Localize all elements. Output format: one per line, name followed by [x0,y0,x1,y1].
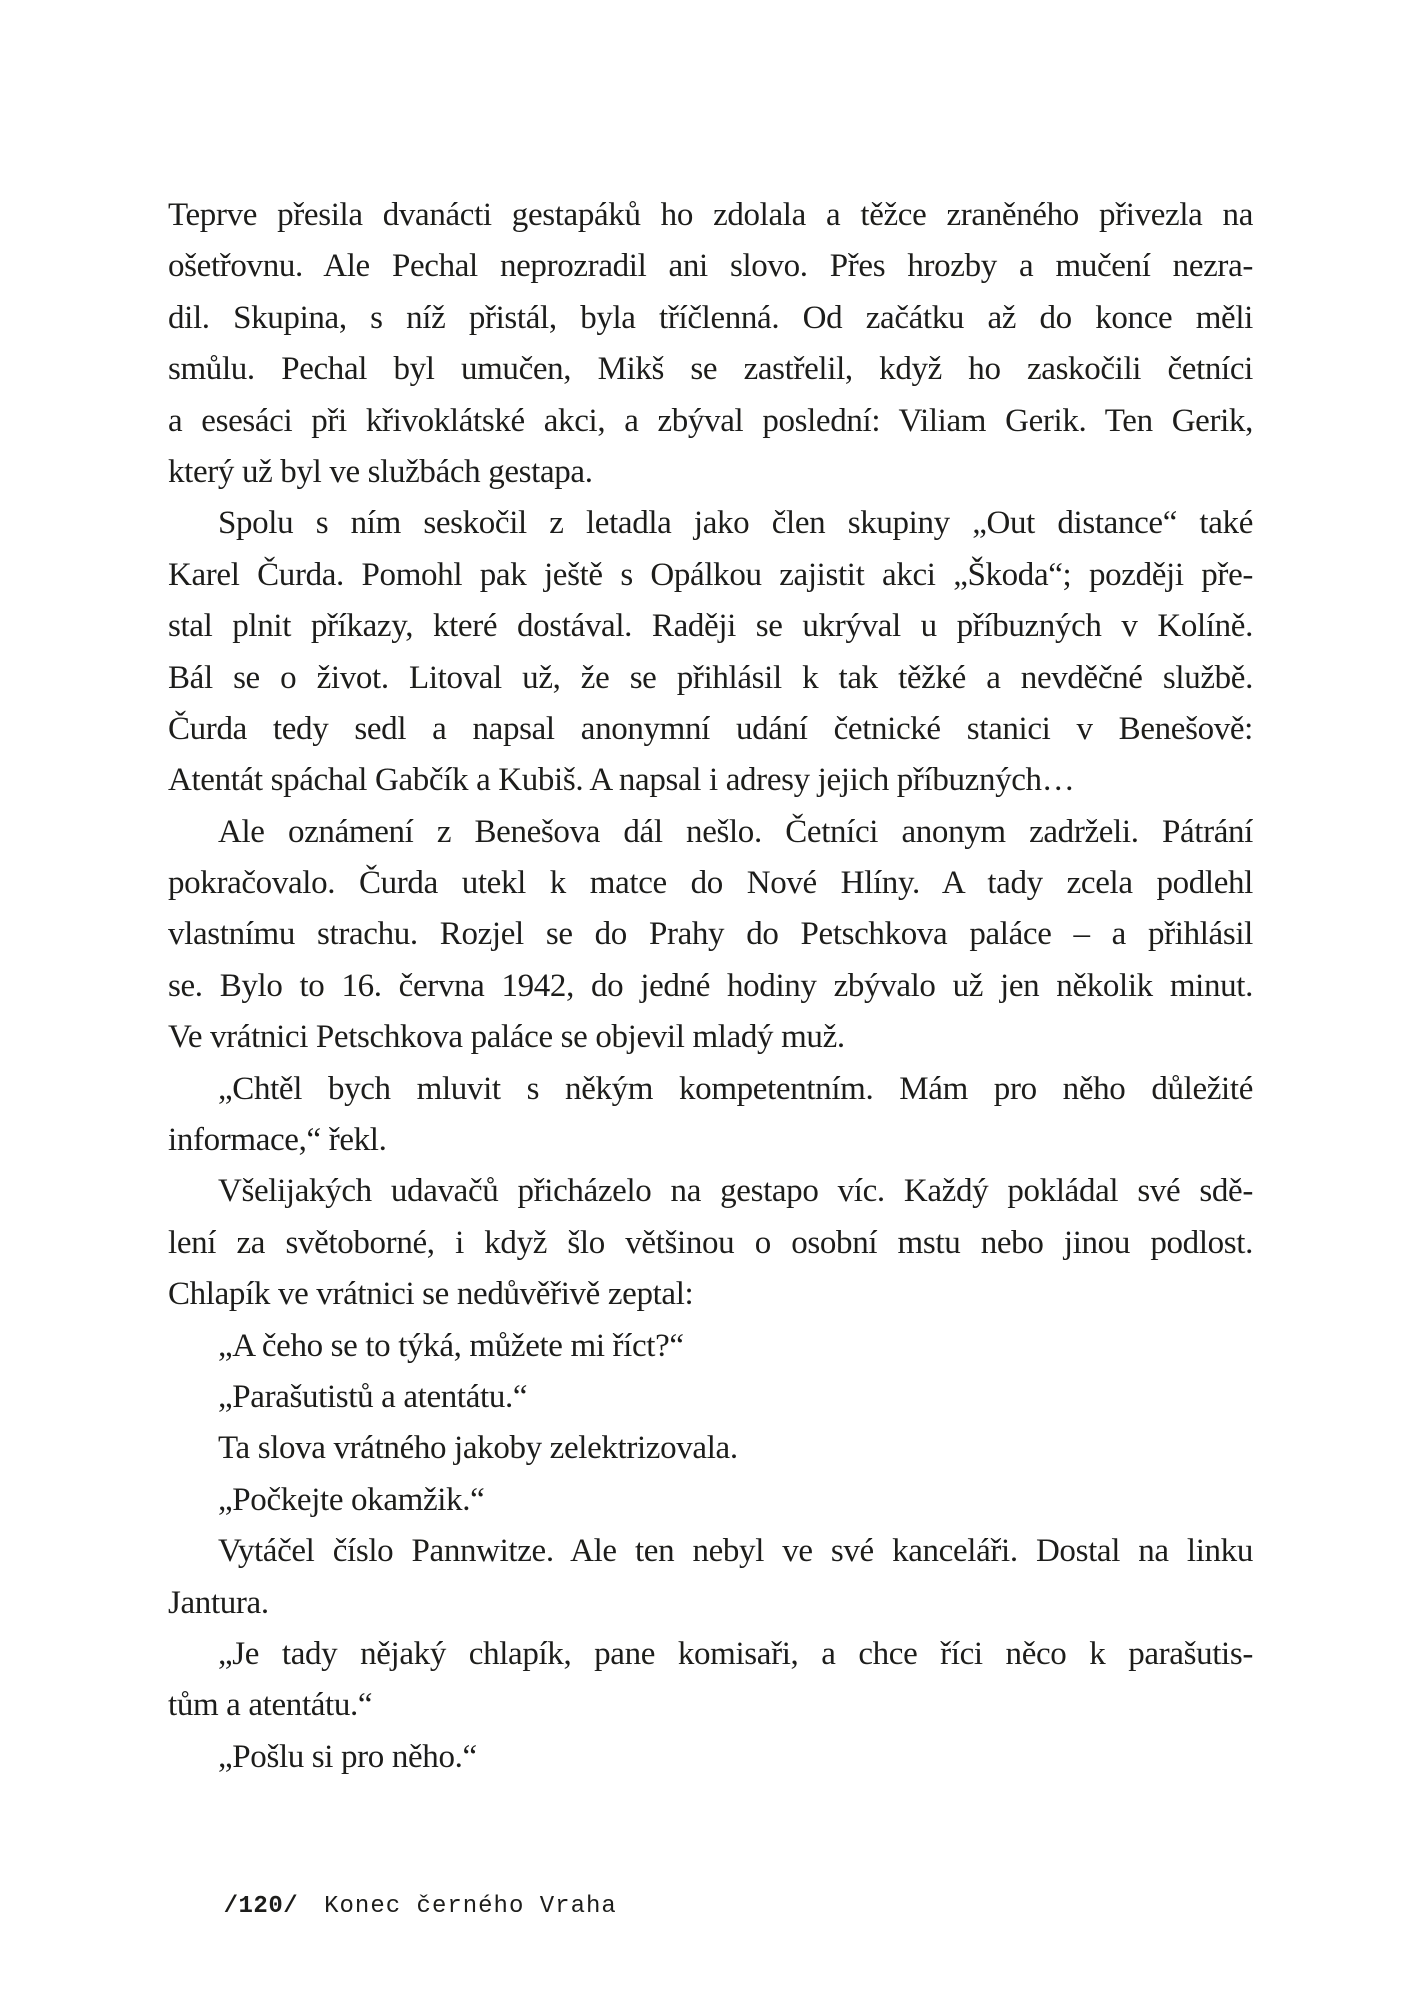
text-line: „Pošlu si pro něho.“ [218,1738,477,1775]
text-line: se. Bylo to 16. června 1942, do jedné hodiny zbývalo už jen několik minut. [168,967,1253,1004]
text-line: Teprve přesila dvanácti gestapáků ho zdolala a těžce zraněného přivezla na [168,197,1253,233]
page-number: /120/ [223,1893,299,1920]
text-line: „Parašutistů a atentátu.“ [218,1378,528,1415]
text-line: Jantura. [168,1584,269,1621]
text-line: „Chtěl bych mluvit s někým kompetentním. Mám pro něho důležité [218,1070,1253,1107]
text-line: Všelijakých udavačů přicházelo na gestapo víc. Každý pokládal své sdě- [218,1173,1253,1210]
text-line: stal plnit příkazy, které dostával. Raději se ukrýval u příbuzných v Kolíně. [168,608,1253,645]
page-footer [166,1866,617,1947]
text-line: smůlu. Pechal byl umučen, Mikš se zastřelil, když ho zaskočili četníci [168,351,1253,388]
text-line: Atentát spáchal Gabčík a Kubiš. A napsal i adresy jejich příbuzných… [168,762,1075,799]
body-text [168,190,1253,1783]
text-line: informace,“ řekl. [168,1122,387,1159]
text-line: Spolu s ním seskočil z letadla jako člen skupiny „Out distance“ také [218,505,1253,542]
text-line: Čurda tedy sedl a napsal anonymní udání četnické stanici v Benešově: [168,710,1253,747]
running-title: Konec černého Vraha [324,1893,617,1920]
text-line: Karel Čurda. Pomohl pak ještě s Opálkou zajistit akci „Škoda“; později pře- [168,556,1253,593]
text-line: a esesáci při křivoklátské akci, a zbýval poslední: Viliam Gerik. Ten Gerik, [168,402,1253,439]
text-line: „Počkejte okamžik.“ [218,1481,485,1518]
text-line: vlastnímu strachu. Rozjel se do Prahy do Petschkova paláce – a přihlásil [168,916,1253,953]
text-line: lení za světoborné, i když šlo většinou o osobní mstu nebo jinou podlost. [168,1224,1253,1261]
text-line: který už byl ve službách gestapa. [168,453,593,490]
text-line: tům a atentátu.“ [168,1687,373,1724]
text-line: dil. Skupina, s níž přistál, byla tříčlenná. Od začátku až do konce měli [168,299,1253,336]
text-line: „Je tady nějaký chlapík, pane komisaři, a chce říci něco k parašutis- [218,1635,1253,1672]
text-line: „A čeho se to týká, můžete mi říct?“ [218,1327,684,1364]
text-line: ošetřovnu. Ale Pechal neprozradil ani slovo. Přes hrozby a mučení nezra- [168,248,1253,285]
text-line: Chlapík ve vrátnici se nedůvěřivě zeptal: [168,1276,694,1313]
text-line: Ale oznámení z Benešova dál nešlo. Četníci anonym zadrželi. Pátrání [218,813,1253,850]
text-line: Ve vrátnici Petschkova paláce se objevil mladý muž. [168,1019,845,1056]
text-line: Bál se o život. Litoval už, že se přihlásil k tak těžké a nevděčné službě. [168,659,1253,696]
text-line: Vytáčel číslo Pannwitze. Ale ten nebyl ve své kanceláři. Dostal na linku [218,1533,1253,1570]
text-line: Ta slova vrátného jakoby zelektrizovala. [218,1430,738,1467]
text-line: pokračovalo. Čurda utekl k matce do Nové Hlíny. A tady zcela podlehl [168,865,1253,902]
